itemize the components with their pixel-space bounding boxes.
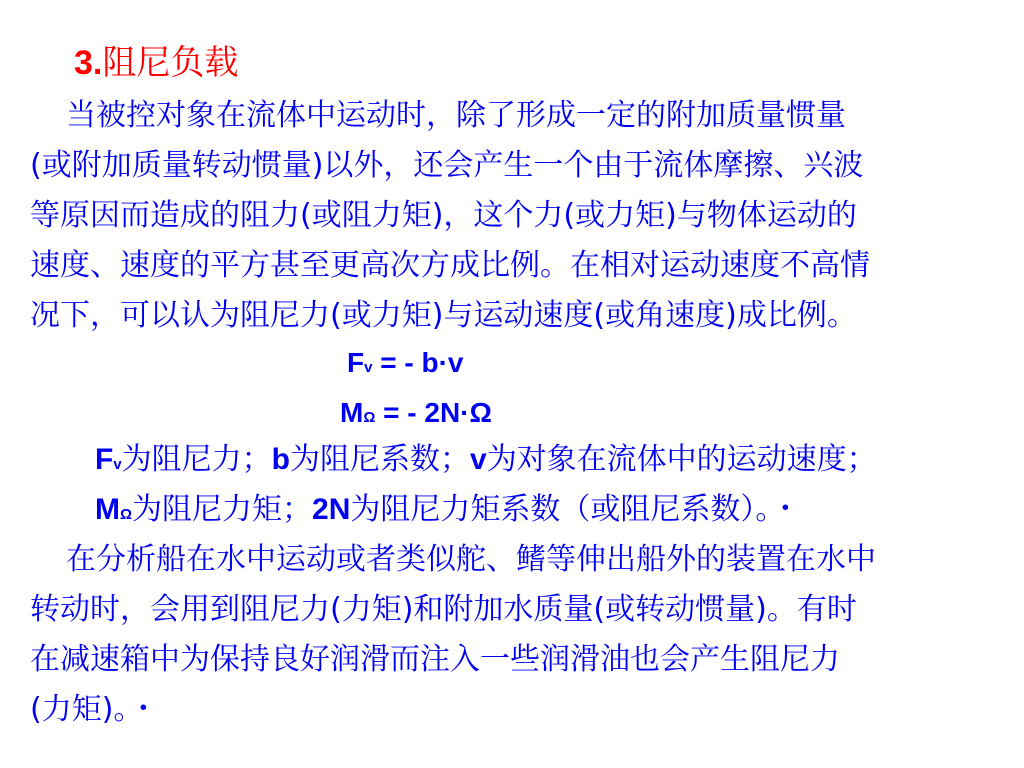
paragraph1-line-4: 速度、速度的平方甚至更高次方成比例。在相对运动速度不高情 <box>30 248 870 283</box>
paragraph1-line-5: 况下，可以认为阻尼力(或力矩)与运动速度(或角速度)成比例。 <box>30 298 857 333</box>
formula1-symbol: F <box>347 347 365 378</box>
definition1-text1: 为阻尼力； <box>121 442 272 477</box>
definition2-n: 2N <box>312 493 351 526</box>
paragraph2-line-1: 在分析船在水中运动或者类似舵、鳍等伸出船外的装置在水中 <box>66 542 876 577</box>
definition1-text2: 为阻尼系数； <box>290 442 470 477</box>
paragraph2-line-4: (力矩)。・ <box>30 692 159 727</box>
definition2-text1: 为阻尼力矩； <box>132 492 313 527</box>
section-title: 阻尼负载 <box>102 43 239 83</box>
definition1-v: v <box>470 443 487 476</box>
definition1-b: b <box>271 443 290 476</box>
formula1-rhs: = - b·v <box>372 347 464 378</box>
damping-force-formula <box>347 343 463 388</box>
definition1-subscript: v <box>113 456 122 473</box>
definition2-text2: 为阻尼力矩系数（或阻尼系数）。・ <box>350 492 801 527</box>
paragraph2-line-3: 在减速箱中为保持良好润滑而注入一些润滑油也会产生阻尼力 <box>30 642 840 677</box>
paragraph1-line-3: 等原因而造成的阻力(或阻力矩)，这个力(或力矩)与物体运动的 <box>30 198 857 233</box>
definition-line-1 <box>95 440 877 485</box>
damping-torque-formula <box>340 393 492 438</box>
formula2-rhs: = - 2N·Ω <box>375 397 492 428</box>
definition2-symbol: M <box>95 493 120 526</box>
paragraph1-line-1: 当被控对象在流体中运动时，除了形成一定的附加质量惯量 <box>66 98 846 133</box>
definition-line-2 <box>95 490 800 535</box>
definition2-subscript: Ω <box>120 506 133 523</box>
paragraph2-line-2: 转动时，会用到阻尼力(力矩)和附加水质量(或转动惯量)。有时 <box>30 592 857 627</box>
section-number: 3. <box>74 44 103 82</box>
formula2-symbol: M <box>340 397 364 428</box>
paragraph1-line-2: (或附加质量转动惯量)以外，还会产生一个由于流体摩擦、兴波 <box>30 148 864 183</box>
formula1-subscript: v <box>364 359 373 376</box>
definition1-symbol: F <box>95 443 114 476</box>
formula2-subscript: Ω <box>363 409 376 426</box>
section-heading <box>74 40 238 86</box>
definition1-text3: 为对象在流体中的运动速度； <box>486 442 877 477</box>
